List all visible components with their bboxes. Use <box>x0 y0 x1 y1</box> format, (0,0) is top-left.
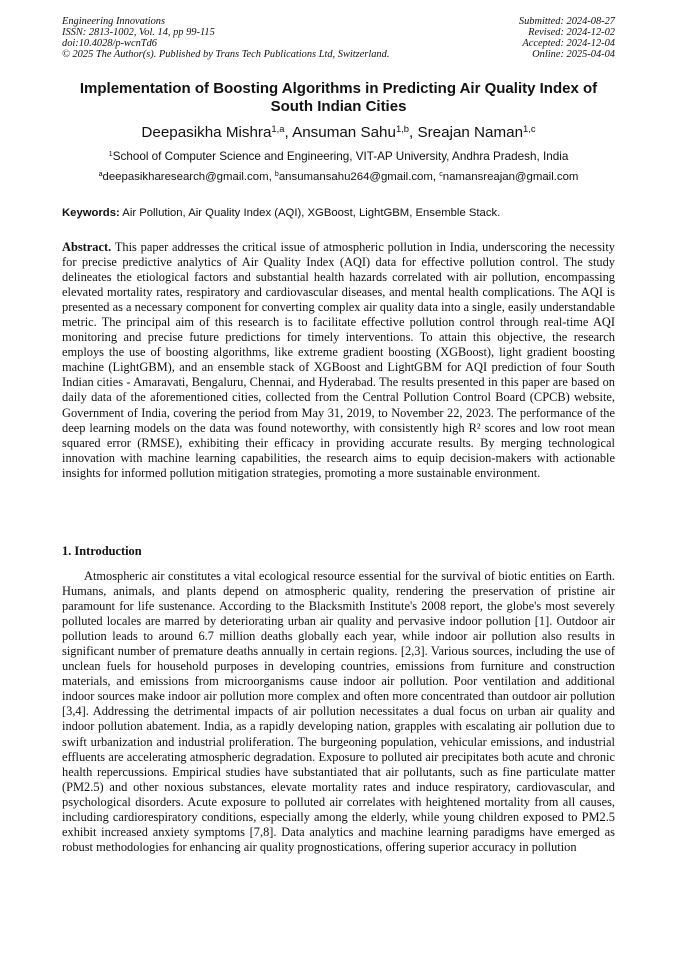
section-heading-introduction: 1. Introduction <box>62 544 142 558</box>
copyright-line: © 2025 The Author(s). Published by Trans Tech Publications Ltd, Switzerland. <box>62 49 390 60</box>
author-affiliation-mark: 1,c <box>523 122 536 134</box>
paper-title: Implementation of Boosting Algorithms in Predicting Air Quality Index of South Indian Cities <box>79 80 598 115</box>
affiliation-text: School of Computer Science and Engineering, VIT-AP University, Andhra Pradesh, India <box>112 150 569 163</box>
author-list <box>62 124 615 142</box>
email-separator: , <box>432 171 440 183</box>
accepted-date: Accepted: 2024-12-04 <box>522 38 615 49</box>
author-name: Ansuman Sahu <box>292 124 396 141</box>
abstract <box>62 240 615 481</box>
issn-line: ISSN: 2813-1002, Vol. 14, pp 99-115 <box>62 27 215 38</box>
author-name: Deepasikha Mishra <box>141 124 272 141</box>
email-list <box>62 170 615 184</box>
doi-link[interactable]: doi:10.4028/p-wcnTd6 <box>62 38 157 49</box>
author-name: Sreajan Naman <box>417 124 524 141</box>
journal-name: Engineering Innovations <box>62 16 166 27</box>
publication-dates <box>519 16 615 60</box>
email-separator: , <box>268 171 275 183</box>
affiliation <box>62 150 615 164</box>
email-mark: c <box>439 171 443 179</box>
submitted-date: Submitted: 2024-08-27 <box>518 16 615 27</box>
author-affiliation-mark: 1,a <box>271 122 285 134</box>
email-link[interactable]: ansumansahu264@gmail.com <box>278 171 433 183</box>
email-link[interactable]: namansreajan@gmail.com <box>442 171 579 183</box>
abstract-label: Abstract. <box>62 240 112 254</box>
revised-date: Revised: 2024-12-02 <box>528 27 615 38</box>
author-separator: , <box>284 124 293 141</box>
introduction-paragraph: Atmospheric air constitutes a vital ecological resource essential for the survival of biotic entities on Earth. Humans, animals, and plants depend on atmospheric quality, rendering the preservation of pristine air paramount for life sustenance. According to the Blacksmith Institute's 2008 report, the globe's most severely polluted locales are marred by deteriorating urban air quality and pervasive indoor pollution [1]. Outdoor air pollution leads to around 6.7 million deaths globally each year, while indoor air pollution also results in significant number of premature deaths annually in certain regions. [2,3]. Various sources, including the use of unclean fuels for household purposes in developing countries, emissions from furniture and construction materials, and emissions from microorganisms cause indoor air pollution. Poor ventilation and additional indoor sources make indoor air pollution more complex and often more concentrated than outdoor air pollution [3,4]. Addressing the detrimental impacts of air pollution necessitates a dual focus on urban air quality and indoor pollution abatement. India, as a rapidly developing nation, grapples with escalating air pollution due to swift urbanization and industrial proliferation. The burgeoning population, vehicular emissions, and industrial effluents are accelerating atmospheric degradation. Exposure to polluted air precipitates both acute and chronic health repercussions. Empirical studies have substantiated that air pollutants, such as fine particulate matter (PM2.5) and other noxious substances, elevate mortality rates and induce respiratory, cardiovascular, and psychological disorders. Acute exposure to polluted air correlates with heightened mortality from all causes, including cardiorespiratory conditions, especially among the elderly, while young children exposed to PM2.5 exhibit increased anxiety symptoms [7,8]. Data analytics and machine learning paradigms have emerged as robust methodologies for enhancing air quality prognostications, offering superior accuracy in pollution <box>62 569 615 854</box>
keywords-text: Air Pollution, Air Quality Index (AQI), XGBoost, LightGBM, Ensemble Stack. <box>122 207 501 219</box>
email-mark: b <box>274 171 279 179</box>
author-affiliation-mark: 1,b <box>395 122 410 134</box>
running-header <box>62 16 615 60</box>
affiliation-mark: 1 <box>108 149 113 159</box>
keywords <box>62 206 615 220</box>
abstract-text: This paper addresses the critical issue of atmospheric pollution in India, underscoring the necessity for precise predictive analytics of Air Quality Index (AQI) data for effective pollution control. The study delineates the etiological factors and substantial health hazards correlated with air pollution, encompassing elevated mortality rates, respiratory and cardiovascular diseases, and mental health complications. The AQI is presented as a necessary component for converting complex air quality data into a single, easily understandable metric. The principal aim of this research is to facilitate effective pollution control through real-time AQI monitoring and precise future predictions for timely interventions. To attain this objective, the research employs the use of boosting algorithms, like extreme gradient boosting (XGBoost), light gradient boosting machine (LightGBM), and an ensemble stack of XGBoost and LightGBM for AQI prediction of four South Indian cities - Amaravati, Bengaluru, Chennai, and Hyderabad. The results presented in this paper are based on daily data of the aforementioned cities, collected from the Central Pollution Control Board (CPCB) website, Government of India, covering the period from May 31, 2019, to November 22, 2023. The performance of the deep learning models on the data was found noteworthy, with consistently high R² scores and low root mean squared error (RMSE), exhibiting their efficacy in providing accurate results. By merging technological innovation with machine learning capabilities, the research aims to equip decision-makers with actionable insights for informed pollution mitigation strategies, promoting a more sustainable environment. <box>62 240 616 480</box>
email-mark: a <box>98 171 103 179</box>
keywords-label: Keywords: <box>62 207 120 219</box>
online-date: Online: 2025-04-04 <box>532 49 615 60</box>
journal-info <box>62 16 389 60</box>
email-link[interactable]: deepasikharesearch@gmail.com <box>102 171 269 183</box>
author-separator: , <box>409 124 418 141</box>
